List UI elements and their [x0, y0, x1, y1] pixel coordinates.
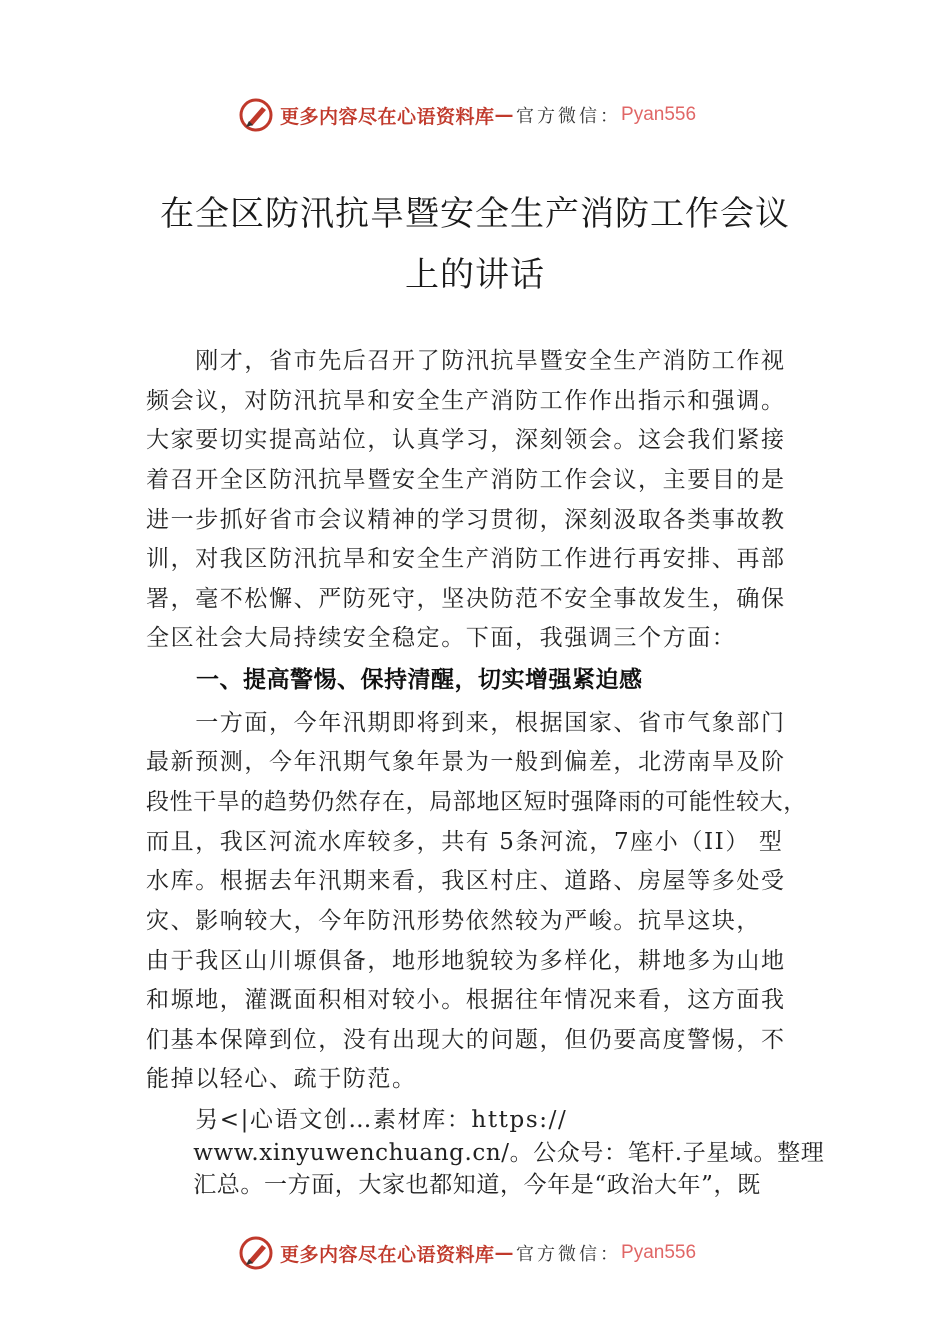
- pen-logo-icon: [238, 1235, 274, 1271]
- text-line: 全区社会大局持续安全稳定。下面，我强调三个方面：: [146, 625, 737, 651]
- watermark-text: 更多内容尽在心语资料库: [280, 1243, 495, 1266]
- text-line: 水库。根据去年汛期来看，我区村庄、道路、房屋等多处受: [146, 868, 786, 894]
- text-line: 着召开全区防汛抗旱暨安全生产消防工作会议，主要目的是: [146, 467, 786, 493]
- text-line: 段性干旱的趋势仍然存在，局部地区短时强降雨的可能性较大，: [146, 789, 807, 815]
- text-line: 由于我区山川塬俱备，地形地貌较为多样化，耕地多为山地: [146, 948, 786, 974]
- text-line: 们基本保障到位，没有出现大的问题，但仍要高度警惕，不: [146, 1027, 786, 1053]
- section-heading-1: 一、提高警惕、保持清醒，切实增强紧迫感: [196, 667, 643, 693]
- text-line: 灾、影响较大，今年防汛形势依然较为严峻。抗旱这块，: [146, 908, 761, 934]
- text-line: 大家要切实提高站位，认真学习，深刻领会。这会我们紧接: [146, 427, 786, 453]
- text-line: 一方面，今年汛期即将到来，根据国家、省市气象部门: [146, 710, 786, 736]
- watermark-text: 更多内容尽在心语资料库: [280, 105, 495, 128]
- text-line: 训，对我区防汛抗旱和安全生产消防工作进行再安排、再部: [146, 546, 786, 572]
- header-watermark: [0, 95, 950, 135]
- watermark-label: 官方微信：: [516, 1244, 622, 1265]
- watermark-separator: —: [494, 1242, 515, 1264]
- text-line: 刚才，省市先后召开了防汛抗旱暨安全生产消防工作视: [146, 348, 786, 374]
- footer-watermark: [0, 1233, 950, 1273]
- watermark-separator: —: [494, 104, 515, 126]
- document-title-line-2: 上的讲话: [405, 255, 545, 295]
- text-line: 进一步抓好省市会议精神的学习贯彻，深刻汲取各类事故教: [146, 507, 786, 533]
- text-line: 最新预测，今年汛期气象年景为一般到偏差，北涝南旱及阶: [146, 749, 786, 775]
- text-line: 汇总。一方面，大家也都知道，今年是“政治大年”，既: [146, 1172, 761, 1198]
- text-line: 署，毫不松懈、严防死守，坚决防范不安全事故发生，确保: [146, 586, 786, 612]
- text-line: 能掉以轻心、疏于防范。: [146, 1066, 417, 1092]
- text-line: 频会议，对防汛抗旱和安全生产消防工作作出指示和强调。: [146, 388, 786, 414]
- document-title-line-1: 在全区防汛抗旱暨安全生产消防工作会议: [160, 194, 790, 234]
- watermark-wechat-id: Pyan556: [621, 1242, 697, 1263]
- watermark-label: 官方微信：: [516, 106, 622, 127]
- watermark-wechat-id: Pyan556: [621, 104, 697, 125]
- text-line: 另<|心语文创…素材库：https://: [146, 1107, 568, 1133]
- text-line: www.xinyuwenchuang.cn/。公众号：笔杆.子星域。整理: [146, 1140, 825, 1166]
- text-line: 和塬地，灌溉面积相对较小。根据往年情况来看，这方面我: [146, 987, 786, 1013]
- pen-logo-icon: [238, 97, 274, 133]
- text-line: 而且，我区河流水库较多，共有 5条河流，7座小（II） 型: [146, 829, 784, 855]
